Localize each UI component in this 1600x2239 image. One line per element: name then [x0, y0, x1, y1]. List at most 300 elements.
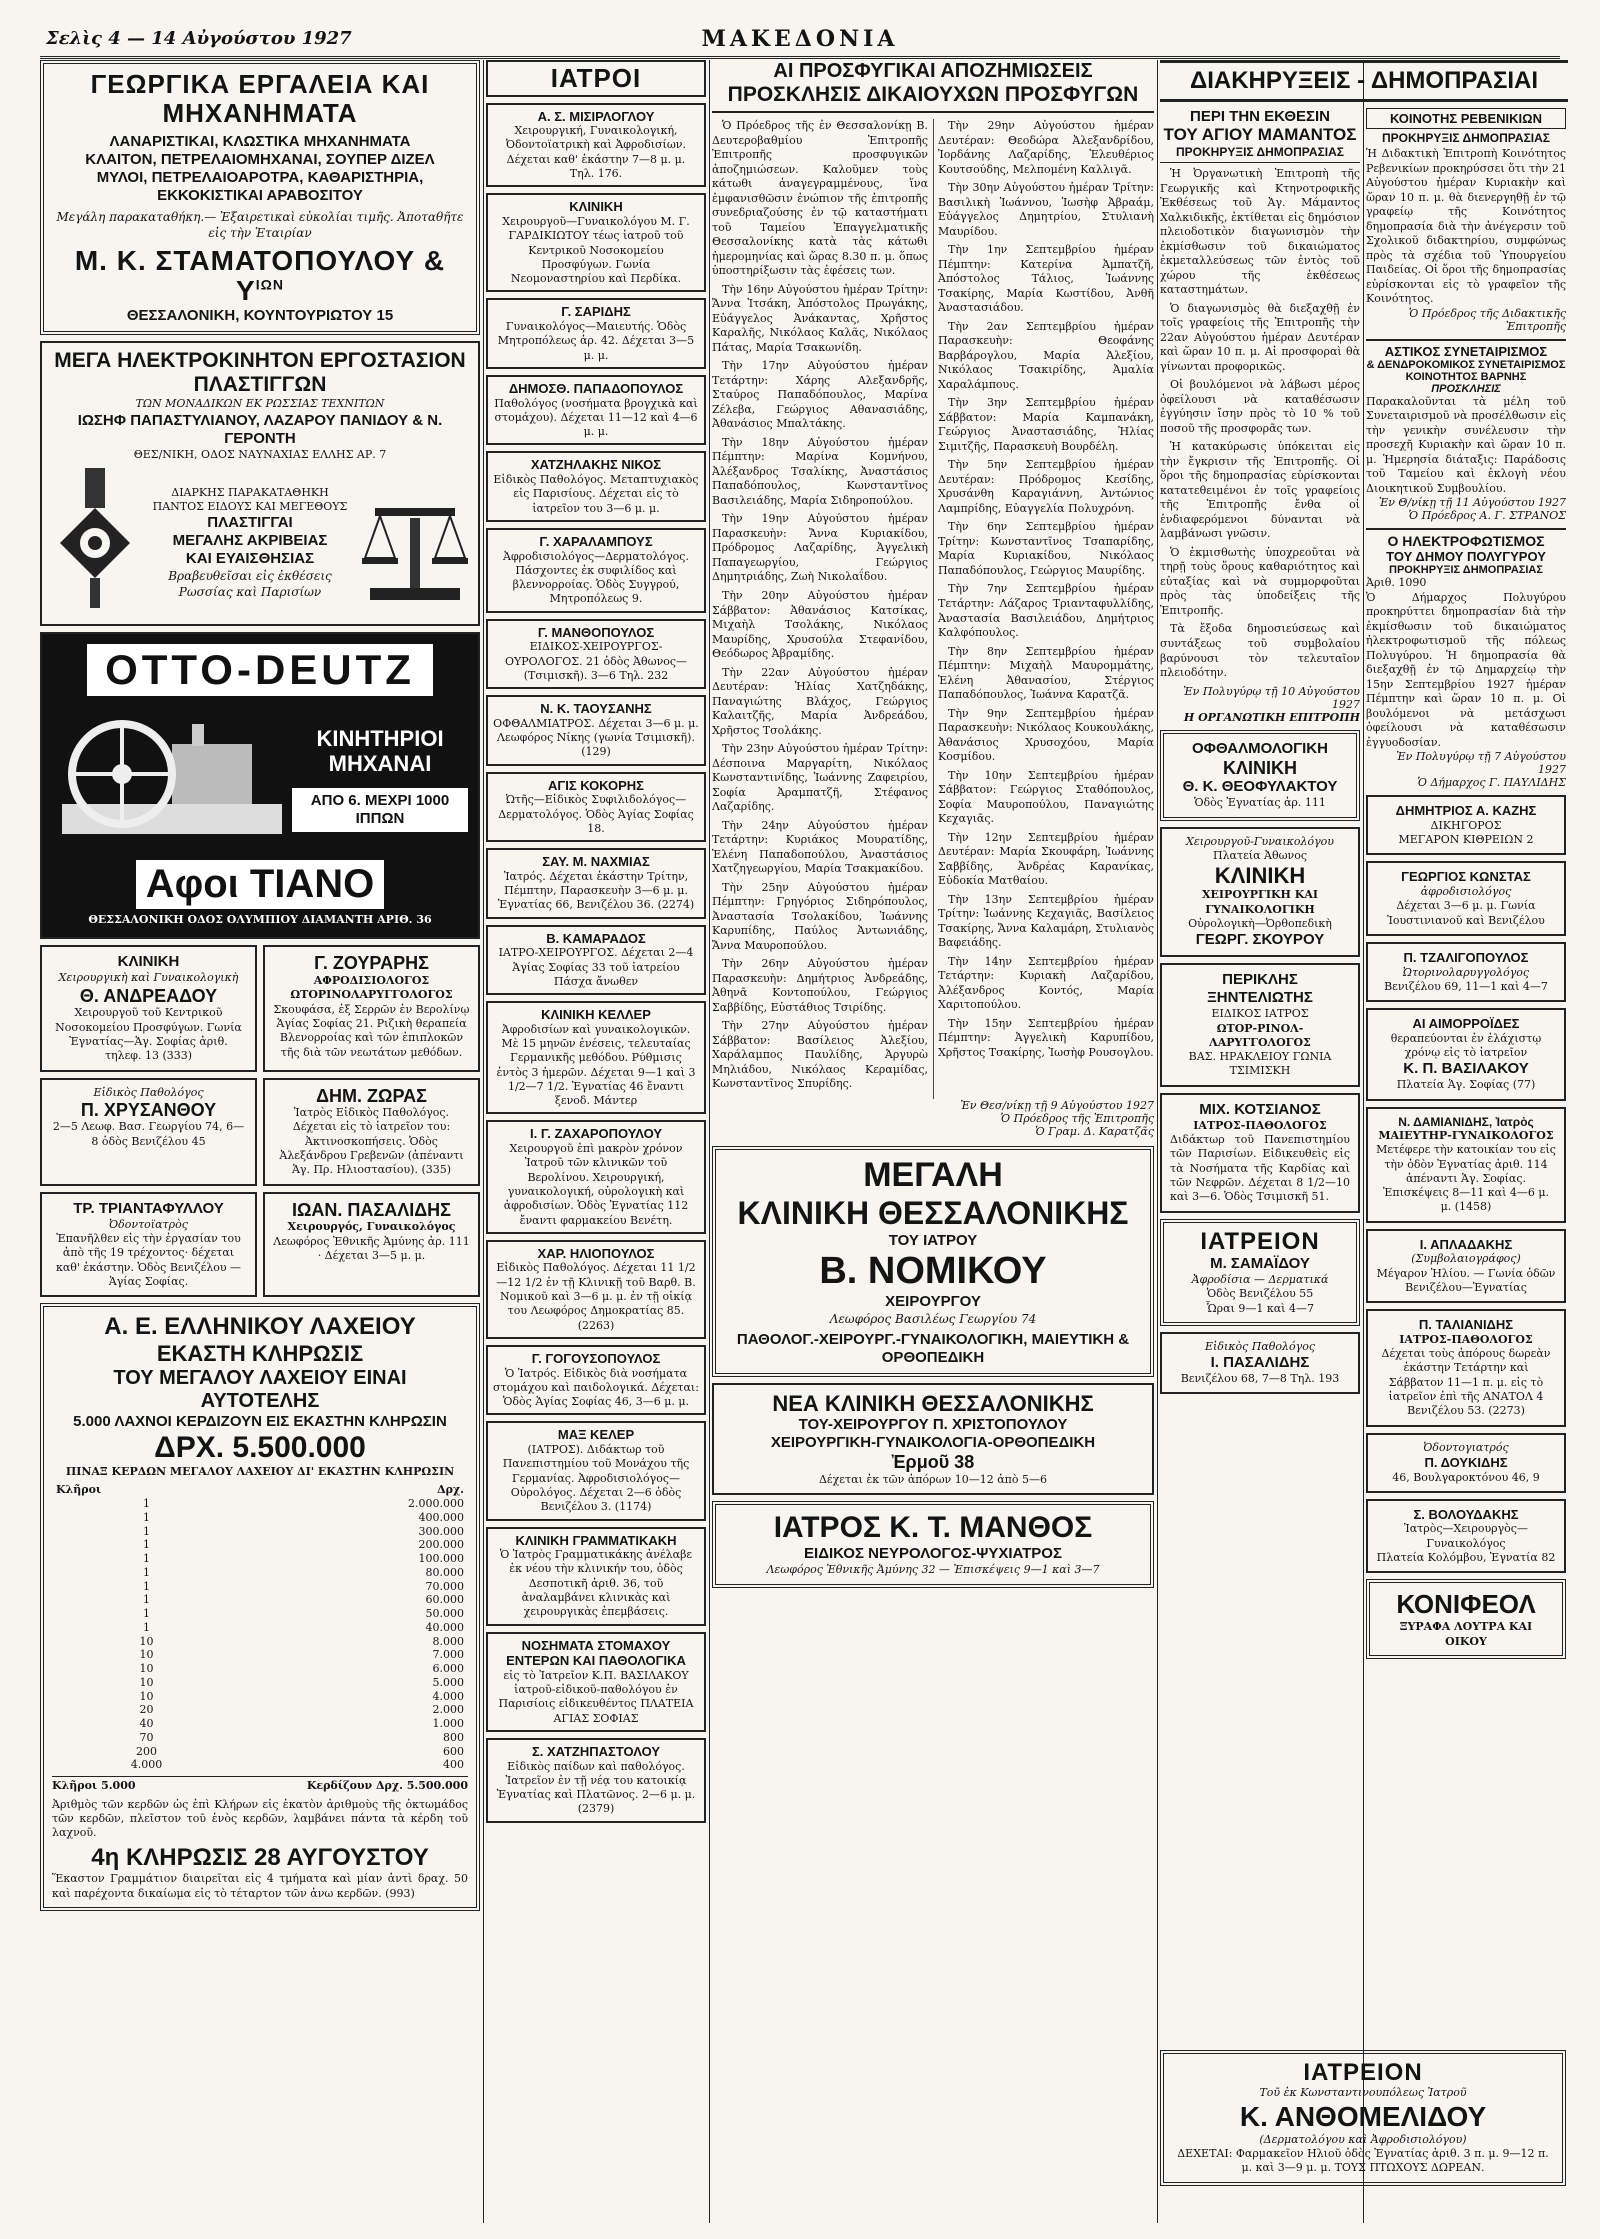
- notice-body: Παρακαλοῦνται τὰ μέλη τοῦ Συνεταιρισμοῦ νὰ προσέλθωσιν εἰς τὴν γενικὴν συνέλευσιν τὴν προσεχῆ Κυριακὴν καὶ ὥραν 10 π. μ. Ἡμερησία διάταξις: Παράδοσις τοῦ Ταμείου καὶ ἐκλογὴ νέου Διοικητικοῦ Συμβουλίου.: [1366, 394, 1566, 495]
- ad-head: ΙΑΤΡΕΙΟΝ: [1303, 2059, 1423, 2086]
- doctor-text: Παθολόγος (νοσήματα βρογχικὰ καὶ στομάχου). Δέχεται 11—12 καὶ 4—6 μ. μ.: [494, 396, 698, 439]
- ad-sub: Τοῦ ἐκ Κωνσταντινουπόλεως Ἰατροῦ: [1259, 2086, 1467, 2100]
- ad-spec: Ὠτορινολαρυγγολόγος: [1402, 965, 1530, 979]
- lottery-table-title: ΠΙΝΑΞ ΚΕΡΔΩΝ ΜΕΓΑΛΟΥ ΛΑΧΕΙΟΥ ΔΙ' ΕΚΑΣΤΗΝ ΚΛΗΡΩΣΙΝ: [65, 1465, 455, 1479]
- prize-amount: 80.000: [425, 1565, 464, 1579]
- doctors-head: [486, 60, 706, 97]
- ad-name: Σ. ΒΟΛΟΥΔΑΚΗΣ: [1413, 1506, 1519, 1522]
- article-title: ΑΙ ΠΡΟΣΦΥΓΙΚΑΙ ΑΠΟΖΗΜΙΩΣΕΙΣ: [773, 60, 1093, 82]
- doctor-ad: [486, 1738, 706, 1823]
- masthead: [40, 22, 1560, 59]
- lottery-line: ΕΚΑΣΤΗ ΚΛΗΡΩΣΙΣ: [156, 1341, 364, 1367]
- notice-subtitle: ΠΡΟΣΚΛΗΣΙΣ: [1431, 382, 1501, 395]
- column-1: [40, 60, 480, 2223]
- article-paragraph: Τὴν 8ην Σεπτεμβρίου ἡμέραν Πέμπτην: Μιχαὴλ Μαυρομμάτης, Ἑλένη Ἀθανασίου, Στέργιος Παπαδόπουλος, Ἰωάννα Καρατζᾶ.: [938, 644, 1154, 702]
- ad-spec: ΧΕΙΡΟΥΡΓΙΚΗ ΚΑΙ ΓΥΝΑΙΚΟΛΟΓΙΚΗ: [1201, 888, 1319, 916]
- ad-line: Χειρουργοῦ-Γυναικολόγου: [1186, 834, 1334, 848]
- article-paragraph: Τὴν 26ην Αὐγούστου ἡμέραν Παρασκευὴν: Δημήτριος Ἀνδρεάδης, Ἀθηνᾶ Κοντοπούλου, Γεώργιος Σαββίδης, Εὐστάθιος Τσιρίδης.: [712, 957, 928, 1014]
- notice-body: Ὁ Δήμαρχος Πολυγύρου προκηρύττει δημοπρασίαν διὰ τὴν ἐκμίσθωσιν τοῦ δικαιώματος ἠλεκτροφωτισμοῦ τῆς πόλεως Πολυγύρου. Ἡ δημοπρασία θὰ διεξαχθῇ ἐν τῷ Δημαρχείῳ τὴν 15ην Σεπτεμβρίου 1927 ἡμέραν Πέμπτην καὶ ὥραν 10 π. μ. Οἱ βουλόμενοι νὰ μετάσχωσι ὀφείλουσι νὰ καταθέσωσιν ἐγγυοδοσίαν.: [1366, 590, 1566, 749]
- article-paragraph: Τὴν 30ην Αὐγούστου ἡμέραν Τρίτην: Βασιλικὴ Ἰωάννου, Ἰωσὴφ Ἀβραάμ, Εὐάγγελος Δημητρίου, Στυλιανὴ Μαυρίδου.: [938, 181, 1154, 238]
- ad-name: Β. ΝΟΜΙΚΟΥ: [819, 1250, 1047, 1292]
- prize-amount: 200.000: [418, 1538, 464, 1552]
- notice-paragraph: Οἱ βουλόμενοι νὰ λάβωσι μέρος ὀφείλουσι νὰ καταθέσωσιν ἐγγύησιν ἴσην πρὸς τὸ 10 % τοῦ ποσοῦ τῆς προσφορᾶς των.: [1160, 378, 1360, 435]
- article-paragraph: Τὴν 25ην Αὐγούστου ἡμέραν Πέμπτην: Γρηγόριος Σιδηρόπουλος, Ἀναστασία Τσολακίδου, Ἰωάννης Καρυπίδης, Παύλος Ἀντωνιάδης, Ἄννα Μαυροπούλου.: [712, 880, 928, 952]
- prize-count: 1: [142, 1593, 150, 1607]
- apladakis-ad: [1366, 1229, 1566, 1303]
- prize-amount: 800: [443, 1730, 464, 1744]
- talianidis-ad: [1366, 1309, 1566, 1426]
- prize-amount: 600: [443, 1744, 464, 1758]
- column-5: [1366, 108, 1566, 2223]
- notice-sign-date: Ἐν Θ/νίκῃ τῇ 11 Αὐγούστου 1927: [1378, 496, 1566, 510]
- ad-body: Σκουφάσα, ἐξ Σερρῶν ἐν Βερολίνῳ Ἁγίας Σοφίας 21. Ριζικὴ θεραπεία Βλενορροίας καὶ τῶν ἐπιπλοκῶν τῆς διὰ τῶν νεωτάτων μεθόδων.: [273, 1002, 470, 1059]
- ad-services: ΠΑΘΟΛΟΓ.-ΧΕΙΡΟΥΡΓ.-ΓΥΝΑΙΚΟΛΟΓΙΚΗ, ΜΑΙΕΥΤΙΚΗ & ΟΡΘΟΠΕΔΙΚΗ: [736, 1331, 1130, 1367]
- prize-amount: 50.000: [425, 1607, 464, 1621]
- ad-line: ΟΦΘΑΛΜΟΛΟΓΙΚΗ: [1192, 739, 1328, 757]
- doctor-ad: [486, 925, 706, 995]
- prize-count: 1: [142, 1538, 150, 1552]
- column-2: [486, 60, 706, 2223]
- ad-name: Ι. ΑΠΛΑΔΑΚΗΣ: [1419, 1236, 1513, 1252]
- ad-name: Π. ΧΡΥΣΑΝΘΟΥ: [80, 1099, 217, 1120]
- doctor-text: Ἀφροδισίων καὶ γυναικολογικῶν. Μὲ 15 μηνῶν ἐνέσεις, τελευταίας Γερμανικῆς μεθόδου. Ρύθμισις ἐντὸς 3 ἡμερῶν. Δέχεται 9—1 καὶ 3 1/2—7 1/2. Ἐγνατίας 46 ἔναντι ξενοδ. Μάντερ: [496, 1022, 696, 1108]
- table-row: [52, 1607, 468, 1621]
- doctor-text: Ἀφροδισιολόγος—Δερματολόγος. Πάσχοντες ἐκ συφιλίδος καὶ βλεννορροίας. Ὁδὸς Συγγρού, Μητροπόλεως 9.: [503, 549, 689, 606]
- ad-body: Μέγαρον Ἠλίου. — Γωνία ὁδῶν Βενιζέλου—Ἐγνατίας: [1376, 1266, 1556, 1294]
- anthomeliou-ad: [1160, 2050, 1566, 2186]
- ad-name: Π. ΤΖΑΛΙΓΟΠΟΥΛΟΣ: [1403, 949, 1529, 965]
- ad-address: Πλατεία Κολόμβου, Ἐγνατία 82: [1376, 1551, 1556, 1564]
- ad-doctor: ΓΕΩΡΓ. ΣΚΟΥΡΟΥ: [1195, 931, 1325, 949]
- notice-subtitle: ΠΡΟΚΗΡΥΞΙΣ ΔΗΜΟΠΡΑΣΙΑΣ: [1382, 131, 1550, 145]
- xinteliotis-ad: [1160, 963, 1360, 1086]
- table-row: [52, 1662, 468, 1676]
- table-header-right: Δρχ.: [437, 1483, 464, 1497]
- article-paragraph: Τὴν 17ην Αὐγούστου ἡμέραν Τετάρτην: Χάρης Αλεξανδρῆς, Σταύρος Παπαδόπουλος, Μαρίνα Ζέλεβα, Γεώργιος Αθανασιάδης, Ἀθανάσιος Μπαλτάκης.: [712, 359, 928, 431]
- tzaligopoulos-ad: [1366, 942, 1566, 1002]
- doctor-ad: [486, 772, 706, 842]
- lottery-amount: ΔΡΧ. 5.500.000: [154, 1431, 366, 1465]
- scale-icon: [360, 468, 470, 618]
- prize-count: 10: [139, 1662, 154, 1676]
- doctor-name: Γ. ΓΟΓΟΥΣΟΠΟΥΛΟΣ: [531, 1350, 661, 1366]
- lottery-line: 5.000 ΛΑΧΝΟΙ ΚΕΡΔΙΖΟΥΝ ΕΙΣ ΕΚΑΣΤΗΝ ΚΛΗΡΩΣΙΝ: [73, 1413, 447, 1431]
- doctor-text: Ὠτῆς—Εἰδικὸς Συφιλιδολόγος—Δερματολόγος. Ὁδὸς Ἁγίας Σοφίας 18.: [498, 793, 694, 835]
- doctor-name: ΚΛΙΝΙΚΗ ΚΕΛΛΕΡ: [541, 1007, 651, 1023]
- table-row: [52, 1580, 468, 1594]
- ad-name: ΔΗΜ. ΖΩΡΑΣ: [316, 1085, 427, 1106]
- prize-count: 200: [135, 1744, 157, 1758]
- engine-icon: [52, 704, 292, 854]
- ad-spec: ΑΦΡΟΔΙΣΙΟΛΟΓΟΣ ΩΤΟΡΙΝΟΛΑΡΥΓΓΟΛΟΓΟΣ: [290, 974, 453, 1002]
- notice-title: ΠΕΡΙ ΤΗΝ ΕΚΘΕΣΙΝ: [1190, 108, 1330, 125]
- notice-subtitle: ΤΟΥ ΔΗΜΟΥ ΠΟΛΥΓΥΡΟΥ: [1386, 549, 1546, 565]
- prize-count: 1: [142, 1524, 150, 1538]
- notice-paragraph: Ὁ διαγωνισμὸς θὰ διεξαχθῇ ἐν τοῖς γραφείοις τῆς Ἐπιτροπῆς τὴν 22αν Αὐγούστου ἡμέραν Δευτέραν καὶ ὥραν 10 π. μ. Αἱ προσφοραὶ θὰ γίνωνται προφορικῶς.: [1160, 301, 1360, 373]
- ad-line: ΑΙ ΑΙΜΟΡΡΟΪΔΕΣ: [1412, 1016, 1520, 1032]
- article-paragraph: Ὁ Πρόεδρος τῆς ἐν Θεσσαλονίκῃ Β. Δευτεροβαθμίου Ἐπιτροπῆς Ἐπιτροπῆς προσφυγικῶν ἀποζημιώσεων. Καλοῦμεν τοὺς κάτωθι ἀναγεγραμμένους, ἵνα ἐμφανισθῶσιν ἐνώπιον τῆς ἐπιτροπῆς συνεδριαζούσης ἐν τῷ καταστήματι τοῦ Ταμείου Ἐπαγγελματικῆς Θεσσαλονίκης κατὰ τὰς κάτωθι ἡμερομηνίας καὶ ὥρας 8.30 π. μ. ὅπως ὑποστηρίξωσιν τὰς ἐφέσεις των.: [712, 119, 928, 278]
- ad-name: Π. ΤΑΛΙΑΝΙΔΗΣ: [1418, 1317, 1514, 1333]
- doctor-name: Α. Σ. ΜΙΣΙΡΛΟΓΛΟΥ: [537, 108, 655, 124]
- doctor-text: Ἰατρός. Δέχεται ἑκάστην Τρίτην, Πέμπτην, Παρασκευὴν 3—6 μ. μ. Ἐγνατίας 66, Βενιζέλου 36. (2274): [497, 869, 695, 912]
- ad-line: Πλατεία Ἀθωνος: [1212, 848, 1308, 862]
- prize-amount: 40.000: [425, 1620, 464, 1634]
- doukidis-ad: [1366, 1433, 1566, 1493]
- ad-spec: Ἀφροδίσια — Δερματικά: [1191, 1272, 1329, 1286]
- lottery-note: Ἀριθμὸς τῶν κερδῶν ὡς ἐπὶ Κλήρων εἰς ἑκατὸν ἀριθμοὺς τῆς ὀκτωμάδος τῶν κερδῶν, πλεῖστον τοῦ ἑνὸς κερδῶν, λαμβάνει πάντα τὰ κέρδη τοῦ λαχνοῦ.: [52, 1797, 468, 1840]
- article-paragraph: Τὴν 3ην Σεπτεμβρίου ἡμέραν Σάββατον: Μαρία Καμπανάκη, Γεώργιος Ἀναστασιάδης, Ἠλίας Σιμιτζῆς, Παρασκευὴ Βουρδέλη.: [938, 396, 1154, 453]
- article-paragraph: Τὴν 18ην Αὐγούστου ἡμέραν Πέμπτην: Μαρίνα Κομνήνου, Ἀλέξανδρος Τσαλίκης, Ἀναστάσιος Παπαδόπουλος, Κωνσταντῖνος Βασιλειάδης, Μαρία Σιδηροπούλου.: [712, 435, 928, 507]
- ad-address: Λεωφόρος Ἐθνικῆς Ἀμύνης 32 — Ἐπισκέψεις 9—1 καὶ 3—7: [766, 1563, 1100, 1577]
- manthos-ad: [712, 1501, 1154, 1587]
- doctor-text: Χειρουργοῦ—Γυναικολόγου Μ. Γ. ΓΑΡΔΙΚΙΩΤΟΥ τέως ἰατροῦ τοῦ Κεντρικοῦ Νοσοκομείου Προσφύγων. Γωνία Νεομοναστηρίου καὶ Περδίκα.: [502, 214, 690, 286]
- vasilakou-ad: [1366, 1008, 1566, 1100]
- company-name: [52, 246, 468, 308]
- table-row: [52, 1538, 468, 1552]
- ad-name: ΚΟΝΙΦΕΟΛ: [1396, 1589, 1536, 1620]
- prize-amount: 8.000: [432, 1634, 464, 1648]
- article-sign-role: Ὁ Πρόεδρος τῆς Ἐπιτροπῆς: [1000, 1112, 1154, 1125]
- notice-title: ΑΣΤΙΚΟΣ ΣΥΝΕΤΑΙΡΙΣΜΟΣ: [1366, 339, 1566, 359]
- lottery-ad: [40, 1303, 480, 1911]
- prize-count: 1: [142, 1579, 150, 1593]
- notice-title: ΤΟΥ ΑΓΙΟΥ ΜΑΜΑΝΤΟΣ: [1163, 125, 1357, 144]
- prize-amount: 400: [443, 1758, 464, 1772]
- doctor-text: Εἰδικὸς Παθολόγος. Μεταπτυχιακὸς εἰς Παρισίους. Δέχεται εἰς τὸ ἰατρεῖον του 3—6 μ. μ.: [493, 473, 699, 515]
- prize-count: 1: [142, 1565, 150, 1579]
- section-title: ΙΑΤΡΟΙ: [550, 63, 642, 93]
- ad-body: 2—5 Λεωφ. Βασ. Γεωργίου 74, 6—8 ὁδὸς Βενιζέλου 45: [52, 1120, 245, 1148]
- ad-title: ΜΕΓΑ ΗΛΕΚΤΡΟΚΙΝΗΤΟΝ ΕΡΓΟΣΤΑΣΙΟΝ ΠΛΑΣΤΙΓΓΩΝ: [54, 349, 466, 397]
- article-paragraph: Τὴν 27ην Αὐγούστου ἡμέραν Σάββατον: Βασίλειος Ἀλεξίου, Χαράλαμπος Παυλίδης, Ἀργυρὼ Μηλιάδου, Νικόλαος Κεραμίδας, Κωνσταντῖνος Σπυρίδης.: [712, 1019, 928, 1091]
- lottery-total-left: Κλῆροι 5.000: [52, 1779, 136, 1793]
- doctor-ad: [486, 375, 706, 445]
- zourari-ad: [263, 945, 480, 1071]
- kotsianos-ad: [1160, 1093, 1360, 1213]
- doctor-name: ΚΛΙΝΙΚΗ: [569, 199, 623, 215]
- doctor-ad: [486, 298, 706, 368]
- ad-name: ΤΡ. ΤΡΙΑΝΤΑΦΥΛΛΟΥ: [73, 1199, 224, 1217]
- ad-body: Λεωφόρος Ἐθνικῆς Ἀμύνης ἀρ. 111 · Δέχεται 3—5 μ. μ.: [273, 1234, 470, 1262]
- article-paragraph: Τὴν 13ην Σεπτεμβρίου ἡμέραν Τρίτην: Ἰωάννης Κεχαγιᾶς, Βασίλειος Τσακίρης, Ἄννα Καλαμάρη, Στυλιανὸς Βαφειάδης.: [938, 892, 1154, 950]
- doctor-ad: [486, 848, 706, 918]
- notice-paragraph: Τὰ ἔξοδα δημοσιεύσεως καὶ συντάξεως τοῦ συμβολαίου βαρύνουσι τὸν τελευταῖον πλειοδότην.: [1160, 622, 1360, 680]
- doctor-text: ΟΦΘΑΛΜΙΑΤΡΟΣ. Δέχεται 3—6 μ. μ. Λεωφόρος Νίκης (γωνία Τσιμισκῆ). (129): [493, 716, 699, 759]
- notice-paragraph: Ἡ Ὀργανωτικὴ Ἐπιτροπὴ τῆς Γεωργικῆς καὶ Κτηνοτροφικῆς Ἐκθέσεως τοῦ Ἁγ. Μάμαντος Χαλκιδικῆς, ἐκτίθεται εἰς δημόσιον πλειοδοτικὸν διαγωνισμὸν τὴν ἐκμίσθωσιν τοῦ δικαιώματος ἐκμεταλλεύσεως τῶν ἐντὸς τοῦ χώρου τῆς ἐκθέσεως καταστημάτων.: [1160, 167, 1360, 297]
- ad-spec: ΙΑΤΡΟΣ-ΠΑΘΟΛΟΓΟΣ: [1399, 1332, 1533, 1346]
- ad-sub: ΤΩΝ ΜΟΝΑΔΙΚΩΝ ΕΚ ΡΩΣΣΙΑΣ ΤΕΧΝΙΤΩΝ: [135, 397, 385, 411]
- table-row: [52, 1552, 468, 1566]
- ad-line: ΒΑΣ. ΗΡΑΚΛΕΙΟΥ ΓΩΝΙΑ ΤΣΙΜΙΣΚΗ: [1188, 1050, 1332, 1078]
- ad-hours: ΔΕΧΕΤΑΙ: Φαρμακεῖον Ηλιοῦ ὁδὸς Ἐγνατίας ἀριθ. 3 π. μ. 9—12 π. μ. καὶ 3—9 μ. μ. ΤΟΥΣ ΠΤΩΧΟΥΣ ΔΩΡΕΑΝ.: [1177, 2146, 1549, 2175]
- ad-name: Θ. Κ. ΘΕΟΦΥΛΑΚΤΟΥ: [1182, 778, 1338, 796]
- doctor-text: Ὁ Ἰατρὸς Γραμματικάκης ἀνέλαβε ἐκ νέου τὴν κλινικήν του, ὁδὸς Δεσποτικῆ ἀριθ. 36, τοῦ ἀναλαμβάνει κλινικὰς καὶ χειρουργικὰς ἐπεμβάσεις.: [499, 1548, 693, 1619]
- prize-count: 10: [139, 1634, 154, 1648]
- prize-amount: 2.000: [432, 1703, 464, 1717]
- doctor-ad: [486, 1345, 706, 1415]
- triantafyllou-ad: [40, 1192, 257, 1297]
- lottery-line: ΤΟΥ ΜΕΓΑΛΟΥ ΛΑΧΕΙΟΥ ΕΙΝΑΙ ΑΥΤΟΤΕΛΗΣ: [113, 1367, 407, 1413]
- prize-count: 10: [139, 1675, 154, 1689]
- ad-line: ΤΟΥ-ΧΕΙΡΟΥΡΓΟΥ Π. ΧΡΙΣΤΟΠΟΥΛΟΥ: [798, 1416, 1068, 1434]
- lottery-draw: 4η ΚΛΗΡΩΣΙΣ 28 ΑΥΓΟΥΣΤΟΥ: [91, 1844, 429, 1872]
- company-name-text: Μ. Κ. ΣΤΑΜΑΤΟΠΟΥΛΟΥ & Υ: [74, 244, 446, 307]
- table-row: [52, 1717, 468, 1731]
- ad-spec: ΕΙΔΙΚΟΣ ΙΑΤΡΟΣ: [1211, 1007, 1309, 1021]
- notice-sign: Η ΟΡΓΑΝΩΤΙΚΗ ΕΠΙΤΡΟΠΗ: [1183, 710, 1360, 724]
- ad-spec: Οὐρολογικὴ—Ὀρθοπεδικὴ: [1188, 917, 1332, 930]
- ad-line: ΕΚΚΟΚΙΣΤΙΚΑΙ ΑΡΑΒΟΣΙΤΟΥ: [157, 187, 363, 205]
- lottery-total-right: Κερδίζουν Δρχ. 5.500.000: [306, 1779, 468, 1793]
- notice-subtitle: & ΔΕΝΔΡΟΚΟΜΙΚΟΣ ΣΥΝΕΤΑΙΡΙΣΜΟΣ ΚΟΙΝΟΤΗΤΟΣ ΒΑΡΝΗΣ: [1366, 358, 1566, 383]
- ad-body: Ἰατρὸς Εἰδικὸς Παθολόγος. Δέχεται εἰς τὸ ἰατρεῖον του: Ἀκτινοσκοπήσεις. Ὁδὸς Ἀλεξάνδρου Γρεβενῶν (ἀπέναντι Ἁγ. Πρ. Ηλιοστασίου). (335): [279, 1106, 464, 1177]
- column-rule: [1157, 60, 1158, 2223]
- doctor-name: Β. ΚΑΜΑΡΑΔΟΣ: [546, 930, 646, 946]
- ad-name: Κ. Π. ΒΑΣΙΛΑΚΟΥ: [1403, 1060, 1529, 1078]
- doctor-name: ΔΗΜΟΣΘ. ΠΑΠΑΔΟΠΟΥΛΟΣ: [508, 380, 684, 396]
- prize-amount: 5.000: [432, 1675, 464, 1689]
- notice-title: ΚΟΙΝΟΤΗΣ ΡΕΒΕΝΙΚΙΩΝ: [1366, 108, 1566, 129]
- table-header-left: Κλῆροι: [56, 1483, 102, 1497]
- prize-count: 1: [142, 1552, 150, 1566]
- notice-sign-date: Ἐν Πολυγύρῳ τῇ 10 Αὐγούστου 1927: [1183, 684, 1360, 711]
- lottery-company: Α. Ε. ΕΛΛΗΝΙΚΟΥ ΛΑΧΕΙΟΥ: [104, 1313, 416, 1341]
- doctor-ad: [486, 528, 706, 613]
- ad-name: Μ. ΣΑΜΑΪΔΟΥ: [1210, 1254, 1310, 1272]
- doctor-name: ΜΑΞ ΚΕΛΕΡ: [557, 1427, 635, 1443]
- samaidou-ad: [1160, 1219, 1360, 1326]
- ad-line: ΠΑΝΤΟΣ ΕΙΔΟΥΣ ΚΑΙ ΜΕΓΕΘΟΥΣ: [152, 499, 348, 513]
- ad-spec: (Δερματολόγου καὶ Ἀφροδισιολόγου): [1259, 2132, 1467, 2146]
- doctor-name: ΣΑΥ. Μ. ΝΑΧΜΙΑΣ: [542, 854, 650, 870]
- doctor-name: Ι. Γ. ΖΑΧΑΡΟΠΟΥΛΟΥ: [530, 1126, 662, 1142]
- medal-icon: [50, 468, 140, 618]
- article-sign-name: Ὁ Γραμ. Δ. Καρατζᾶς: [1035, 1125, 1154, 1138]
- column-rule: [709, 60, 710, 2223]
- ad-address: Βενιζέλου 68, 7—8 Τηλ. 193: [1180, 1372, 1340, 1386]
- damianidis-ad: [1366, 1107, 1566, 1223]
- article-paragraph: Τὴν 24ην Αὐγούστου ἡμέραν Τετάρτην: Κυριάκος Μουρατίδης, Ἑλένη Παπαδοπούλου, Ἀναστάσιος Χατζηγεωργίου, Μαρία Τσακμακίδου.: [712, 818, 928, 876]
- doctor-ads-grid: [40, 945, 480, 1297]
- ad-address: Ἐρμοῦ 38: [891, 1452, 975, 1473]
- doctor-name: Γ. ΣΑΡΙΔΗΣ: [561, 304, 631, 320]
- notice-sign: Ὁ Πρόεδρος Α. Γ. ΣΤΡΑΝΟΣ: [1408, 509, 1566, 523]
- ad-line: ΤΟΥ ΙΑΤΡΟΥ: [888, 1232, 978, 1249]
- ad-note: Μεγάλη παρακαταθήκη.— Ἐξαιρετικαὶ εὐκολίαι τιμῆς. Ἀποταθῆτε εἰς τὴν Ἑταιρίαν: [56, 210, 464, 241]
- article-paragraph: Τὴν 5ην Σεπτεμβρίου ἡμέραν Δευτέραν: Πρόδρομος Κεσίδης, Χρυσάνθη Καραγιάννη, Ἀντώνιος Λαμπρίδης, Εὐαγγελία Πολυχρόνη.: [938, 458, 1154, 515]
- ad-address: Ὁδὸς Ἐγνατίας ἀρ. 111: [1194, 796, 1326, 810]
- prize-amount: 400.000: [418, 1510, 464, 1524]
- ad-body: Δέχεται τοὺς ἀπόρους δωρεὰν ἑκάστην Τετάρτην καὶ Σάββατον 11—1 π. μ. εἰς τὸ ἰατρεῖον ἐπὶ τῆς ΑΝΑΤΟΛ 4 Βενιζέλου 53. (2273): [1381, 1347, 1551, 1418]
- doctor-ad: [486, 103, 706, 188]
- table-row: [52, 1676, 468, 1690]
- prize-count: 4.000: [130, 1758, 163, 1772]
- article-paragraph: Τὴν 29ην Αὐγούστου ἡμέραν Δευτέραν: Θεοδώρα Ἀλεξανδρίδου, Ἰορδάνης Λαζαρίδης, Ἐλευθέριος Κουτσούδης, Μελπομένη Καλλιγᾶ.: [938, 119, 1154, 176]
- deutz-address: ΘΕΣΣΑΛΟΝΙΚΗ ΟΔΟΣ ΟΛΥΜΠΙΟΥ ΔΙΑΜΑΝΤΗ ΑΡΙΘ. 36: [88, 913, 432, 927]
- ad-line: ΝΕΑ ΚΛΙΝΙΚΗ ΘΕΣΣΑΛΟΝΙΚΗΣ: [772, 1391, 1094, 1417]
- doctor-ad: [486, 193, 706, 292]
- notice-number: Ἀριθ. 1090: [1366, 576, 1427, 590]
- table-row: [52, 1621, 468, 1635]
- ad-body: Δέχεται 3—6 μ. μ. Γωνία Ἰουστινιανοῦ καὶ Βενιζέλου: [1387, 899, 1545, 927]
- prize-count: 70: [139, 1730, 154, 1744]
- article-paragraph: Τὴν 14ην Σεπτεμβρίου ἡμέραν Τετάρτην: Κυριακὴ Λαζαρίδου, Ἀλέξανδρος Κοντός, Μαρία Χαριτοπούλου.: [938, 954, 1154, 1012]
- doctor-text: Εἰδικὸς παίδων καὶ παθολόγος. Ἰατρεῖον ἐν τῇ νέᾳ του κατοικίᾳ Ἐγνατίας καὶ Πλατῶνος. 2—6 μ. μ. (2379): [496, 1759, 696, 1816]
- doctor-ad: [486, 1001, 706, 1114]
- prize-amount: 4.000: [432, 1689, 464, 1703]
- doctor-name: Σ. ΧΑΤΖΗΠΑΣΤΟΛΟΥ: [531, 1743, 661, 1759]
- prize-amount: 300.000: [418, 1524, 464, 1538]
- article-paragraph: Τὴν 10ην Σεπτεμβρίου ἡμέραν Σάββατον: Γεώργιος Σταθόπουλος, Σοφία Μαυροπούλου, Παναγιώτης Κεχαγιᾶς.: [938, 768, 1154, 826]
- table-row: [52, 1758, 468, 1772]
- plastigges-ad: [40, 341, 480, 626]
- ad-name: ΜΙΧ. ΚΟΤΣΙΑΝΟΣ: [1199, 1100, 1321, 1118]
- table-row: [52, 1745, 468, 1759]
- prize-amount: 2.000.000: [408, 1497, 464, 1511]
- table-row: [52, 1648, 468, 1662]
- konifeol-ad: [1366, 1579, 1566, 1659]
- table-row: [52, 1566, 468, 1580]
- notice-paragraph: Ἡ κατακύρωσις ὑπόκειται εἰς τὴν ἔγκρισιν τῆς Ἐπιτροπῆς. Οἱ ὅροι τῆς δημοπρασίας εὑρίσκονται κατατεθειμένοι ἐν τοῖς γραφείοις τῆς Ἐπιτροπῆς ἔνθα οἱ ἐνδιαφερόμενοι δύνανται νὰ λαμβάνωσι γνῶσιν.: [1160, 440, 1360, 541]
- ad-line: ΜΕΓΑΛΗΣ ΑΚΡΙΒΕΙΑΣ: [172, 532, 328, 550]
- article-body: [712, 119, 1154, 1099]
- pasalidis-ad: [263, 1192, 480, 1297]
- company-name-sup: ΙΩΝ: [255, 277, 284, 294]
- article-paragraph: Τὴν 22αν Αὐγούστου ἡμέραν Δευτέραν: Ἠλίας Χατζηδάκης, Παναγιώτης Βλάχος, Γεώργιος Καλαιτζῆς, Μαρία Ἀνδρεάδου, Χρῆστος Τσολάκης.: [712, 665, 928, 737]
- ad-name: ΙΑΤΡΟΣ Κ. Τ. ΜΑΝΘΟΣ: [773, 1511, 1093, 1545]
- ad-spec: ἀφροδισιολόγος: [1420, 885, 1512, 899]
- ad-name: Θ. ΑΝΔΡΕΑΔΟΥ: [79, 985, 218, 1006]
- doctor-ad: [486, 1120, 706, 1233]
- ad-name: ΙΩΑΝ. ΠΑΣΑΛΙΔΗΣ: [292, 1199, 451, 1220]
- doctor-text: (ΙΑΤΡΟΣ). Διδάκτωρ τοῦ Πανεπιστημίου τοῦ Μονάχου τῆς Γερμανίας. Ἀφροδισιολόγος—Οὐρολόγος. Δέχεται 2—6 ὁδὸς Βενιζέλου 3. (1174): [502, 1443, 690, 1514]
- prize-count: 40: [139, 1717, 154, 1731]
- ad-line: ΚΛΙΝΙΚΗ: [1222, 757, 1297, 778]
- notice-paragraph: Ὁ ἐκμισθωτὴς ὑποχρεοῦται νὰ τηρῇ τοὺς ὅρους καθαριότητος καὶ εὐταξίας καὶ νὰ συμμορφοῦται πρὸς τὰς ὑποδείξεις τῆς Ἐπιτροπῆς.: [1160, 545, 1360, 617]
- prize-table: [52, 1483, 468, 1772]
- ad-spec: (Συμβολαιογράφος): [1411, 1252, 1521, 1266]
- ad-head: ΙΑΤΡΕΙΟΝ: [1200, 1227, 1320, 1255]
- notice-title: Ο ΗΛΕΚΤΡΟΦΩΤΙΣΜΟΣ: [1366, 528, 1566, 549]
- ad-title: ΓΕΩΡΓΙΚΑ ΕΡΓΑΛΕΙΑ ΚΑΙ ΜΗΧΑΝΗΜΑΤΑ: [90, 69, 430, 128]
- ad-sub: Ὀδοντοϊατρὸς: [109, 1217, 188, 1231]
- doctor-name: ΑΓΙΣ ΚΟΚΟΡΗΣ: [548, 777, 644, 793]
- ad-spec: Ὀδοντογιατρός: [1423, 1440, 1509, 1454]
- article-paragraph: Τὴν 19ην Αὐγούστου ἡμέραν Παρασκευὴν: Ἄννα Κυριακίδου, Πρόδρομος Λαζαρίδης, Ἀγγελικὴ Παπαγεωργίου, Γεώργιος Δημητριάδης, Ζωὴ Νικολαΐδου.: [712, 512, 928, 584]
- doctor-name: ΝΟΣΗΜΑΤΑ ΣΤΟΜΑΧΟΥ ΕΝΤΕΡΩΝ ΚΑΙ ΠΑΘΟΛΟΓΙΚΑ: [506, 1637, 686, 1669]
- prize-count: 10: [139, 1648, 154, 1662]
- ad-line: θεραπεύονται ἐν ἐλάχιστῳ χρόνῳ εἰς τὸ ἰατρεῖον: [1390, 1031, 1542, 1059]
- ad-body: Χειρουργοῦ τοῦ Κεντρικοῦ Νοσοκομείου Προσφύγων. Γωνία Ἐγνατίας—Ἁγ. Σοφίας ἀριθ. τηλεφ. 13 (333): [55, 1006, 242, 1063]
- andreadou-ad: [40, 945, 257, 1071]
- deutz-power: ΑΠΟ 6. ΜΕΧΡΙ 1000 ΙΠΠΩΝ: [292, 788, 468, 832]
- article-paragraph: Τὴν 1ην Σεπτεμβρίου ἡμέραν Πέμπτην: Κατερίνα Ἀμπατζῆ, Ἀπόστολος Τάλιος, Ἰωάννης Τσακίρης, Μαρία Κωστίδου, Ἀνθῆ Ἀναστασιάδου.: [938, 243, 1154, 315]
- ad-name: Ι. ΠΑΣΑΛΙΔΗΣ: [1210, 1354, 1310, 1372]
- ad-line: ΔΙΑΡΚΗΣ ΠΑΡΑΚΑΤΑΘΗΚΗ: [171, 485, 329, 499]
- table-row: [52, 1703, 468, 1717]
- ad-spec: ΙΑΤΡΟΣ-ΠΑΘΟΛΟΓΟΣ: [1193, 1118, 1327, 1132]
- christopoulos-ad: [712, 1383, 1154, 1495]
- article-subtitle: ΠΡΟΣΚΛΗΣΙΣ ΔΙΚΑΙΟΥΧΩΝ ΠΡΟΣΦΥΓΩΝ: [712, 83, 1154, 113]
- deutz-ad: [40, 632, 480, 939]
- article-paragraph: Τὴν 7ην Σεπτεμβρίου ἡμέραν Τετάρτην: Λάζαρος Τριανταφυλλίδης, Ἀναστασία Βασιλειάδου, Δημήτριος Καλφόπουλος.: [938, 582, 1154, 640]
- doctor-ad: [486, 1632, 706, 1732]
- ad-spec: Χειρουργός, Γυναικολόγος: [287, 1220, 456, 1234]
- ad-name: Κ. ΑΝΘΟΜΕΛΙΔΟΥ: [1239, 2100, 1487, 2132]
- ad-spec: Εἰδικὸς Παθολόγος: [1205, 1339, 1315, 1353]
- doctor-name: Γ. ΧΑΡΑΛΑΜΠΟΥΣ: [539, 533, 653, 549]
- article-paragraph: Τὴν 2αν Σεπτεμβρίου ἡμέραν Παρασκευὴν: Θεοφάνης Βαρβάρογλου, Μαρία Ἀλεξίου, Νικόλαος Τσακιρίδης, Ἀμαλία Χαραλάμπους.: [938, 319, 1154, 391]
- ad-line: ΜΥΛΟΙ, ΠΕΤΡΕΛΑΙΟΑΡΟΤΡΑ, ΚΑΘΑΡΙΣΤΗΡΙΑ,: [96, 169, 424, 187]
- ad-spec: ΧΕΙΡΟΥΡΓΟΥ: [885, 1293, 981, 1310]
- deutz-line: ΜΗΧΑΝΑΙ: [328, 751, 432, 777]
- table-row: [52, 1690, 468, 1704]
- ad-sub: ΞΥΡΑΦΑ ΛΟΥΤΡΑ ΚΑΙ ΟΙΚΟΥ: [1399, 1620, 1533, 1648]
- column-rule: [483, 60, 484, 2223]
- ad-hours: Δέχεται ἐκ τῶν ἀπόρων 10—12 ἀπὸ 5—6: [818, 1473, 1047, 1487]
- ad-owners: ΙΩΣΗΦ ΠΑΠΑΣΤΥΛΙΑΝΟΥ, ΛΑΖΑΡΟΥ ΠΑΝΙΔΟΥ & Ν. ΓΕΡΟΝΤΗ: [77, 411, 443, 447]
- ad-line: ΚΛΑΙΤΟΝ, ΠΕΤΡΕΛΑΙΟΜΗΧΑΝΑΙ, ΣΟΥΠΕΡ ΔΙΖΕΛ: [85, 151, 435, 169]
- ad-line: ΠΛΑΣΤΙΓΓΑΙ: [207, 514, 293, 532]
- doctors-list: [486, 103, 706, 1823]
- doctor-name: Ν. Κ. ΤΑΟΥΣΑΝΗΣ: [540, 701, 652, 717]
- doctor-text: Γυναικολόγος—Μαιευτής. Ὁδὸς Μητροπόλεως ἀρ. 42. Δέχεται 3—5 μ. μ.: [497, 320, 695, 362]
- column-4-body: [1160, 108, 1360, 2223]
- prize-count: 10: [139, 1689, 154, 1703]
- prize-count: 20: [139, 1703, 154, 1717]
- doctor-text: Ὁ Ἰατρός. Εἰδικὸς διὰ νοσήματα στομάχου καὶ παιδολογικά. Δέχεται: Ὁδὸς Ἁγίας Σοφίας 46, 3—6 μ. μ.: [493, 1366, 699, 1409]
- article-paragraph: Τὴν 9ην Σεπτεμβρίου ἡμέραν Παρασκευὴν: Νικόλαος Κουκουλάκης, Ἀθανάσιος Χρυσοχόου, Μαρία Κοσμίδου.: [938, 706, 1154, 764]
- article-paragraph: Τὴν 23ην Αὐγούστου ἡμέραν Τρίτην: Δέσποινα Μαργαρίτη, Νικόλαος Κωνσταντινίδης, Ἰωάννης Ζαφειρίου, Σοφία Ἀραμπατζῆ, Στέφανος Λαζαρίδης.: [712, 742, 928, 814]
- doctor-ad: [486, 451, 706, 521]
- ad-name: Π. ΔΟΥΚΙΔΗΣ: [1424, 1454, 1508, 1470]
- prize-amount: 70.000: [425, 1579, 464, 1593]
- doctor-name: ΚΛΙΝΙΚΗ ΓΡΑΜΜΑΤΙΚΑΚΗ: [515, 1532, 677, 1548]
- skourou-ad: [1160, 827, 1360, 958]
- article-paragraph: Τὴν 15ην Σεπτεμβρίου ἡμέραν Πέμπτην: Ἀγγελικὴ Καρυπίδου, Χρῆστος Τσακίρης, Ἰωσὴφ Ρουσογλου.: [938, 1016, 1154, 1059]
- ad-address: Ὁδὸς Βενιζέλου 55: [1206, 1287, 1314, 1301]
- ad-line: ΧΕΙΡΟΥΡΓΙΚΗ-ΓΥΝΑΙΚΟΛΟΓΙΑ-ΟΡΘΟΠΕΔΙΚΗ: [770, 1434, 1096, 1452]
- ad-address: Πλατεία Ἁγ. Σοφίας (77): [1396, 1078, 1536, 1092]
- table-header-row: [52, 1483, 468, 1497]
- stamatopoulos-ad: [40, 60, 480, 335]
- prize-count: 1: [142, 1510, 150, 1524]
- theofylaktou-ad: [1160, 730, 1360, 821]
- ad-name: ΔΗΜΗΤΡΙΟΣ Α. ΚΑΖΗΣ: [1395, 803, 1537, 819]
- doctor-ad: [486, 1527, 706, 1626]
- doctor-text: Εἰδικὸς Παθολόγος. Δέχεται 11 1/2—12 1/2 ἐν τῇ Κλινικῇ τοῦ Βαρθ. Β. Νομικοῦ καὶ 3—6 μ. μ. ἐν τῇ οἰκίᾳ του Λεωφόρος Δημοκρατίας 85. (2263): [496, 1261, 696, 1332]
- lottery-total: [52, 1776, 468, 1793]
- doctor-text: Χειρουργική, Γυναικολογική, Ὀδοντοϊατρικὴ καὶ Ἀφροδισίων. Δέχεται καθ' ἑκάστην 7—8 μ. μ. Τηλ. 176.: [506, 124, 686, 181]
- prize-amount: 100.000: [418, 1552, 464, 1566]
- article-paragraph: Τὴν 12ην Σεπτεμβρίου ἡμέραν Δευτέραν: Μαρία Σκουφάρη, Ἰωάννης Σαββίδης, Ἀνδρέας Καρανίκας, Εὐδοκία Ματθαίου.: [938, 830, 1154, 888]
- deutz-brand: OTTO-DEUTZ: [87, 644, 433, 696]
- ad-address: 46, Βουλγαροκτόνου 46, 9: [1392, 1470, 1540, 1484]
- ad-sub: Χειρουργικὴ καὶ Γυναικολογικὴ: [58, 971, 239, 985]
- prize-amount: 1.000: [432, 1717, 464, 1731]
- nomikos-ad: [712, 1146, 1154, 1377]
- ad-spec: ΔΙΚΗΓΟΡΟΣ: [1430, 818, 1502, 832]
- doctor-ad: [486, 1240, 706, 1339]
- ad-address: ΜΕΓΑΡΟΝ ΚΙΘΡΕΙΩΝ 2: [1398, 833, 1534, 847]
- ad-spec: Ἰατρὸς—Χειρουργὸς—Γυναικολόγος: [1404, 1522, 1528, 1550]
- ad-name: ΓΕΩΡΓΙΟΣ ΚΩΝΣΤΑΣ: [1401, 869, 1531, 885]
- doctor-ad: [486, 619, 706, 689]
- prize-table-body: [52, 1497, 468, 1772]
- article-sign-date: Ἐν Θεσ/νίκῃ τῇ 9 Αὐγούστου 1927: [960, 1099, 1154, 1112]
- issue-date: Σελὶς 4 — 14 Αὐγούστου 1927: [46, 28, 352, 49]
- ad-name: Γ. ΖΟΥΡΑΡΗΣ: [314, 953, 429, 974]
